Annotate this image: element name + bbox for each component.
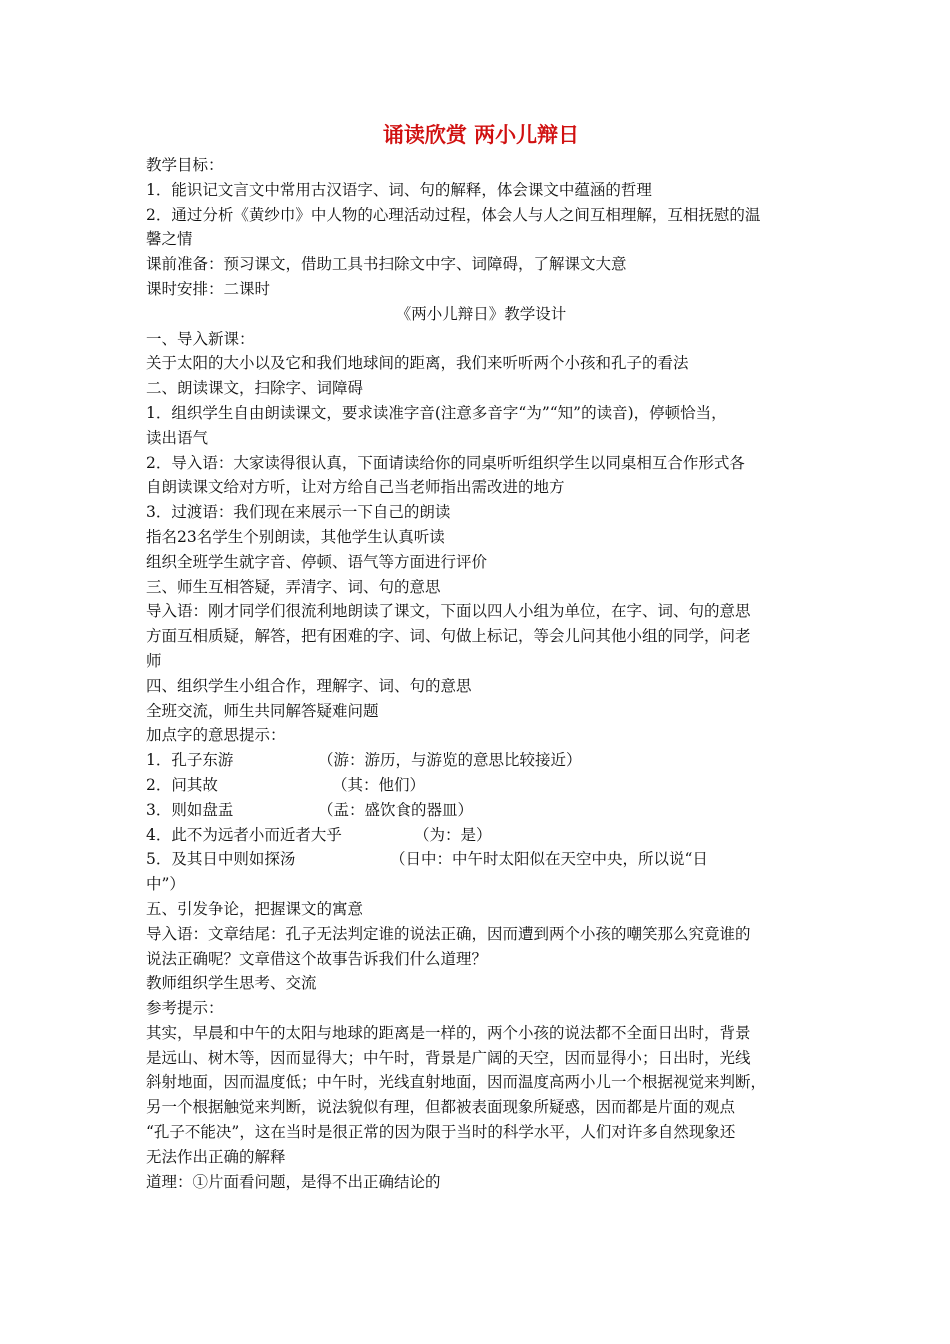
hint-term: 2．问其故 [146, 775, 218, 794]
paragraph: 3．过渡语：我们现在来展示一下自己的朗读 [146, 503, 451, 522]
paragraph: 无法作出正确的解释 [146, 1147, 286, 1166]
hint-row [146, 798, 816, 823]
hint-meaning: （为：是） [414, 825, 492, 844]
paragraph: 全班交流，师生共同解答疑难问题 [146, 701, 379, 720]
design-title: 《两小儿辩日》教学设计 [395, 304, 567, 323]
hint-meaning: （日中：中午时太阳似在天空中央，所以说“日 [390, 850, 708, 869]
section-heading: 二、朗读课文，扫除字、词障碍 [146, 379, 364, 398]
prep-text: 课前准备：预习课文，借助工具书扫除文中字、词障碍，了解课文大意 [146, 255, 627, 274]
paragraph: 1．组织学生自由朗读课文，要求读准字音(注意多音字“为”“知”的读音)，停顿恰当， [146, 403, 727, 422]
paragraph: 另一个根据触觉来判断，说法貌似有理，但都被表面现象所疑惑，因而都是片面的观点 [146, 1098, 736, 1117]
paragraph: 组织全班学生就字音、停顿、语气等方面进行评价 [146, 552, 488, 571]
hint-meaning: （盂：盛饮食的器皿） [318, 800, 474, 819]
page-title: 诵读欣赏 两小儿辩日 [382, 123, 580, 147]
hint-term: 4．此不为远者小而近者大乎 [146, 825, 342, 844]
paragraph: 斜射地面，因而温度低；中午时，光线直射地面，因而温度高两小儿一个根据视觉来判断， [146, 1073, 767, 1092]
schedule-text: 课时安排：二课时 [146, 279, 271, 298]
paragraph: 导入语：刚才同学们很流利地朗读了课文，下面以四人小组为单位，在字、词、句的意思 [146, 602, 751, 621]
paragraph: “孔子不能决”，这在当时是很正常的因为限于当时的科学水平，人们对许多自然现象还 [146, 1123, 736, 1142]
paragraph: 指名23名学生个别朗读，其他学生认真听读 [146, 527, 445, 546]
paragraph: 道理：①片面看问题，是得不出正确结论的 [146, 1172, 441, 1191]
section-heading: 一、导入新课： [146, 329, 255, 348]
hint-row [146, 748, 816, 773]
section-heading: 五、引发争论，把握课文的寓意 [146, 899, 364, 918]
paragraph: 方面互相质疑，解答，把有困难的字、词、句做上标记，等会儿问其他小组的同学，问老 [146, 627, 751, 646]
paragraph: 师 [146, 651, 162, 670]
hints-heading: 加点字的意思提示： [146, 726, 286, 745]
paragraph: 2．导入语：大家读得很认真，下面请读给你的同桌听听组织学生以同桌相互合作形式各 [146, 453, 745, 472]
hint-meaning-cont: 中”） [146, 875, 185, 894]
document-page [146, 120, 816, 1194]
paragraph: 说法正确呢？文章借这个故事告诉我们什么道理？ [146, 949, 488, 968]
hint-row [146, 847, 816, 872]
hint-meaning: （游：游历，与游览的意思比较接近） [318, 751, 582, 770]
hint-term: 1．孔子东游 [146, 751, 234, 770]
reference-heading: 参考提示： [146, 999, 224, 1018]
objectives-heading: 教学目标： [146, 156, 224, 174]
objective-item: 1．能识记文言文中常用古汉语字、词、句的解释，体会课文中蕴涵的哲理 [146, 180, 652, 199]
objective-item: 2．通过分析《黄纱巾》中人物的心理活动过程，体会人与人之间互相理解，互相抚慰的温 [146, 205, 761, 224]
paragraph: 关于太阳的大小以及它和我们地球间的距离，我们来听听两个小孩和孔子的看法 [146, 354, 689, 373]
paragraph: 教师组织学生思考、交流 [146, 974, 317, 993]
objective-item-cont: 馨之情 [146, 230, 193, 249]
hint-term: 5．及其日中则如探汤 [146, 850, 296, 869]
paragraph: 读出语气 [146, 428, 209, 447]
paragraph: 自朗读课文给对方听，让对方给自己当老师指出需改进的地方 [146, 478, 565, 497]
paragraph: 导入语：文章结尾：孔子无法判定谁的说法正确，因而遭到两个小孩的嘲笑那么究竟谁的 [146, 924, 751, 943]
paragraph: 是远山、树木等，因而显得大；中午时，背景是广阔的天空，因而显得小；日出时，光线 [146, 1048, 751, 1067]
hint-term: 3．则如盘盂 [146, 800, 234, 819]
hint-row [146, 773, 816, 798]
hint-meaning: （其：他们） [332, 775, 426, 794]
section-heading: 三、师生互相答疑，弄清字、词、句的意思 [146, 577, 441, 596]
paragraph: 其实，早晨和中午的太阳与地球的距离是一样的，两个小孩的说法都不全面日出时，背景 [146, 1023, 751, 1042]
hint-row [146, 823, 816, 848]
section-heading: 四、组织学生小组合作，理解字、词、句的意思 [146, 676, 472, 695]
